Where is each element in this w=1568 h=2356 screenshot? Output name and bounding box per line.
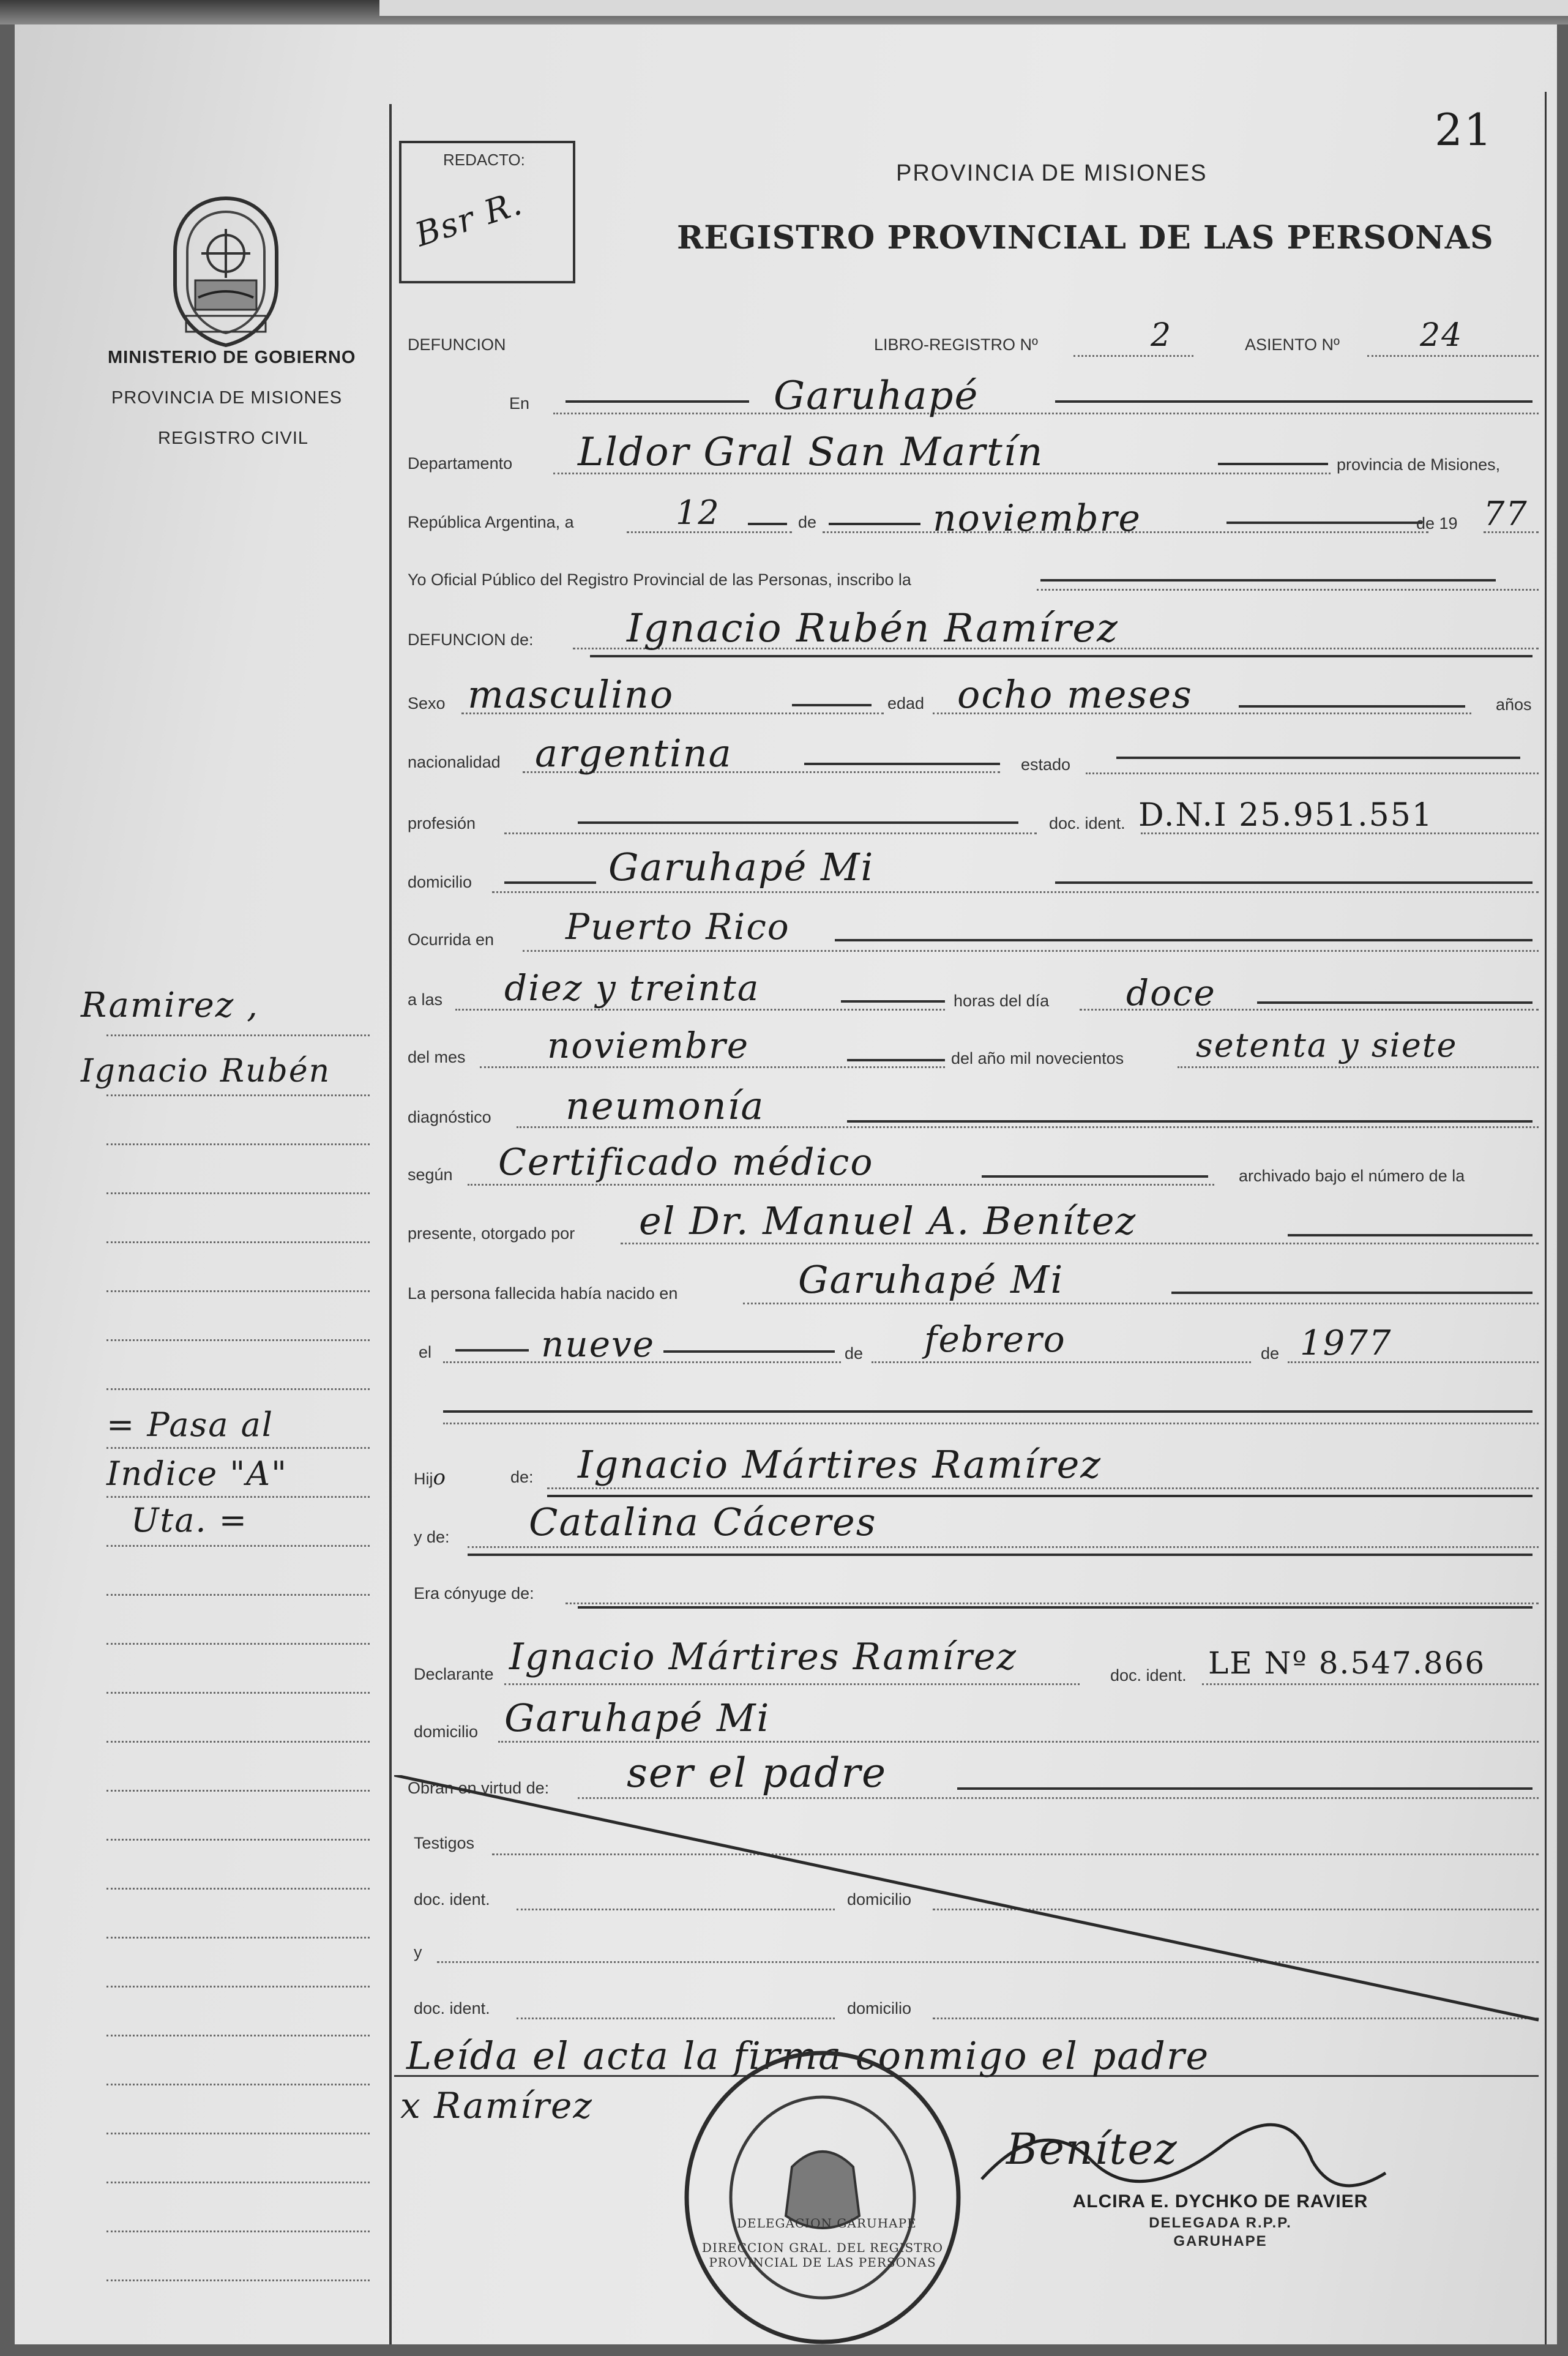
republica-label: República Argentina, a — [408, 513, 574, 531]
mes-fill-line — [1226, 522, 1422, 524]
a-las-value: diez y treinta — [504, 967, 760, 1009]
page-number: 21 — [1435, 104, 1493, 155]
dia-value: 12 — [676, 493, 720, 532]
province-seal — [168, 193, 284, 349]
diagnostico-value: neumonía — [566, 1083, 765, 1128]
witness-cancel-line — [394, 1775, 1545, 2032]
margin-line — [106, 1094, 370, 1096]
hijo-prefix: Hij — [414, 1470, 433, 1488]
domicilio4-label: domicilio — [847, 1999, 912, 2018]
edad-value: ocho meses — [957, 672, 1193, 717]
segun-line — [468, 1184, 1214, 1186]
official-stamp-name: ALCIRA E. DYCHKO DE RAVIER — [1072, 2191, 1368, 2212]
margin-line — [106, 2279, 370, 2281]
provincia-label: provincia de Misiones, — [1337, 455, 1501, 474]
madre-line — [468, 1546, 1539, 1548]
margin-line — [106, 1290, 370, 1292]
oficial-statement: Yo Oficial Público del Registro Provincial de las Personas, inscribo la — [408, 570, 911, 589]
declarante-line — [504, 1683, 1080, 1685]
testigos-label: Testigos — [414, 1834, 475, 1852]
segun-label: según — [408, 1165, 453, 1184]
defuncion-heading: DEFUNCION — [408, 335, 506, 354]
estado-label: estado — [1021, 755, 1071, 774]
nac-anio-value: 1977 — [1300, 1323, 1392, 1363]
conyuge-line — [566, 1602, 1539, 1604]
horas-label: horas del día — [954, 992, 1050, 1010]
margin-line — [106, 1496, 370, 1498]
margin-line — [106, 1594, 370, 1596]
y-label: y — [414, 1943, 422, 1961]
margin-line — [106, 1839, 370, 1841]
coat-of-arms-icon — [168, 193, 284, 349]
nacido-fill-line — [1171, 1292, 1533, 1294]
official-signature: Benítez — [1006, 2124, 1178, 2174]
nac-mes-line — [872, 1361, 1251, 1363]
anio-mil-label: del año mil novecientos — [951, 1049, 1124, 1068]
domicilio-label: domicilio — [408, 873, 472, 891]
doc3-label: doc. ident. — [414, 1890, 490, 1909]
ministry-province: PROVINCIA DE MISIONES — [111, 388, 343, 408]
departamento-fill-line — [1218, 463, 1328, 465]
profesion-fill-line — [578, 821, 1018, 824]
nac-mes-value: febrero — [924, 1318, 1066, 1360]
asiento-line — [1367, 355, 1539, 357]
asiento-label: ASIENTO Nº — [1245, 335, 1340, 354]
mes-fill-line — [829, 523, 920, 525]
domicilio2-value: Garuhapé Mi — [504, 1696, 771, 1740]
ocurrida-line — [523, 950, 1539, 952]
segun-value: Certificado médico — [498, 1141, 874, 1184]
declarante-label: Declarante — [414, 1665, 494, 1683]
margin-line — [106, 1888, 370, 1890]
en-fill-line — [566, 400, 749, 403]
nacionalidad-label: nacionalidad — [408, 753, 501, 771]
padre-line — [547, 1487, 1539, 1489]
departamento-value: Lldor Gral San Martín — [578, 430, 1044, 475]
diagnostico-fill-line — [847, 1120, 1533, 1123]
defuncion-de-value: Ignacio Rubén Ramírez — [627, 606, 1119, 651]
ocurrida-fill-line — [835, 939, 1533, 941]
obran-value: ser el padre — [627, 1749, 887, 1797]
margin-line — [106, 2231, 370, 2232]
domicilio3-label: domicilio — [847, 1890, 912, 1909]
profesion-line — [504, 832, 1037, 834]
a-las-label: a las — [408, 990, 443, 1009]
sexo-fill-line — [792, 704, 872, 706]
ocurrida-label: Ocurrida en — [408, 930, 495, 949]
libro-value: 2 — [1151, 317, 1173, 354]
official-stamp-role: DELEGADA R.P.P. — [1149, 2215, 1292, 2231]
del-mes-label: del mes — [408, 1048, 466, 1066]
margin-line — [106, 1692, 370, 1694]
margin-line — [106, 1388, 370, 1390]
doc2-line — [1202, 1683, 1539, 1685]
a-las-line — [455, 1009, 945, 1011]
ocurrida-value: Puerto Rico — [566, 906, 790, 948]
domicilio-fill-line — [504, 881, 596, 884]
profesion-label: profesión — [408, 814, 476, 832]
margin-line — [106, 1339, 370, 1341]
defuncion-de-label: DEFUNCION de: — [408, 630, 534, 649]
horas-fill-line — [1257, 1001, 1533, 1004]
oficial-line — [1037, 589, 1539, 591]
scan-top-paper — [379, 0, 1568, 16]
hijo-suffix: o — [433, 1465, 447, 1490]
nac-dia-fill-line — [455, 1349, 529, 1352]
en-line — [553, 413, 1539, 414]
doc-ident-label: doc. ident. — [1049, 814, 1126, 832]
nac-dia-fill-line — [663, 1350, 835, 1353]
dia-fill-line — [748, 523, 787, 525]
blank-fill-line — [443, 1410, 1533, 1413]
doc2-value: LE Nº 8.547.866 — [1208, 1645, 1486, 1681]
margin-line — [106, 1034, 370, 1036]
madre-fill-line — [468, 1554, 1533, 1556]
margin-line — [106, 2182, 370, 2183]
margin-annotation-2: Indice "A" — [106, 1454, 288, 1493]
departamento-label: Departamento — [408, 454, 513, 473]
redacto-label: REDACTO: — [443, 151, 525, 169]
conyuge-fill-line — [578, 1606, 1533, 1609]
libro-label: LIBRO-REGISTRO Nº — [874, 335, 1038, 354]
margin-annotation-3: Uta. = — [131, 1501, 248, 1539]
padre-value: Ignacio Mártires Ramírez — [578, 1442, 1102, 1487]
presente-value: el Dr. Manuel A. Benítez — [639, 1199, 1137, 1243]
en-fill-line — [1055, 400, 1533, 403]
defuncion-de-fill-line — [590, 655, 1533, 657]
domicilio2-line — [498, 1741, 1539, 1743]
margin-line — [106, 1643, 370, 1645]
nacido-line — [743, 1303, 1539, 1304]
province-header: PROVINCIA DE MISIONES — [896, 160, 1208, 186]
ministry-registry: REGISTRO CIVIL — [158, 428, 309, 448]
presente-label: presente, otorgado por — [408, 1224, 575, 1243]
nacionalidad-fill-line — [804, 763, 1000, 765]
mes-value: noviembre — [933, 497, 1141, 540]
official-stamp-place: GARUHAPE — [1173, 2233, 1267, 2249]
blank-line — [443, 1423, 1539, 1424]
padre-fill-line — [547, 1495, 1533, 1497]
hijo-label — [414, 1465, 447, 1490]
closing-text: Leída el acta la firma conmigo el padre — [406, 2033, 1210, 2078]
margin-line — [106, 1986, 370, 1988]
margin-line — [106, 1937, 370, 1939]
registry-stamp-icon — [676, 2044, 969, 2350]
margin-annotation-1: = Pasa al — [106, 1405, 274, 1444]
anos-label: años — [1496, 695, 1532, 714]
doc4-label: doc. ident. — [414, 1999, 490, 2018]
anio-mil-value: setenta y siete — [1196, 1026, 1458, 1064]
nacido-label: La persona fallecida había nacido en — [408, 1284, 678, 1303]
anio-value: 77 — [1484, 495, 1528, 533]
madre-value: Catalina Cáceres — [529, 1500, 877, 1544]
registry-stamp-text: DIRECCION GRAL. DEL REGISTRO PROVINCIAL DE LAS PERSONAS — [701, 2240, 944, 2270]
del-mes-value: noviembre — [547, 1025, 750, 1066]
margin-line — [106, 2035, 370, 2036]
official-stamp — [1049, 2191, 1392, 2250]
domicilio-fill-line — [1055, 881, 1533, 884]
segun-fill-line — [982, 1175, 1208, 1178]
en-value: Garuhapé — [774, 373, 979, 419]
anio-mil-line — [1178, 1066, 1539, 1068]
el-label: el — [419, 1343, 432, 1361]
declarante-value: Ignacio Mártires Ramírez — [509, 1636, 1017, 1678]
margin-line — [106, 1192, 370, 1194]
de3-label: de — [1261, 1344, 1280, 1363]
nacionalidad-value: argentina — [535, 731, 733, 776]
margin-line — [106, 1143, 370, 1145]
del-mes-line — [480, 1066, 945, 1068]
de-19-label: de 19 — [1416, 514, 1458, 533]
estado-line — [1086, 772, 1539, 774]
libro-line — [1073, 355, 1193, 357]
hijo-de-label: de: — [510, 1468, 534, 1486]
sexo-label: Sexo — [408, 694, 446, 712]
domicilio-line — [492, 891, 1539, 893]
domicilio2-label: domicilio — [414, 1722, 479, 1741]
en-label: En — [509, 394, 530, 413]
nac-dia-value: nueve — [541, 1323, 655, 1365]
sexo-value: masculino — [468, 672, 674, 717]
right-margin-rule — [1545, 92, 1547, 2344]
margin-given-name: Ignacio Rubén — [81, 1053, 331, 1090]
margin-line — [106, 1447, 370, 1449]
doc2-label: doc. ident. — [1110, 1666, 1187, 1685]
nacido-value: Garuhapé Mi — [798, 1257, 1064, 1302]
margin-line — [106, 1790, 370, 1792]
presente-fill-line — [1288, 1234, 1533, 1236]
document-page — [15, 24, 1557, 2344]
registry-header: REGISTRO PROVINCIAL DE LAS PERSONAS — [677, 219, 1494, 256]
asiento-value: 24 — [1420, 317, 1463, 354]
de-label: de — [798, 513, 817, 531]
ministry-title: MINISTERIO DE GOBIERNO — [108, 348, 356, 367]
redacto-box — [399, 141, 575, 283]
estado-fill-line — [1116, 757, 1520, 759]
del-mes-fill-line — [847, 1059, 945, 1061]
yde-label: y de: — [414, 1528, 450, 1546]
registry-stamp-inner: DELEGACION GARUHAPE — [737, 2216, 917, 2231]
dia-text-value: doce — [1126, 972, 1216, 1014]
conyuge-label: Era cónyuge de: — [414, 1584, 534, 1602]
archivado-label: archivado bajo el número de la — [1239, 1167, 1465, 1185]
de2-label: de — [845, 1344, 864, 1363]
doc-ident-value: D.N.I 25.951.551 — [1138, 797, 1433, 834]
domicilio-value: Garuhapé Mi — [608, 845, 875, 889]
declarant-signature: x Ramírez — [400, 2085, 593, 2126]
oficial-fill-line — [1040, 579, 1496, 582]
margin-surname: Ramirez , — [81, 985, 259, 1025]
edad-fill-line — [1239, 705, 1465, 708]
diagnostico-label: diagnóstico — [408, 1108, 491, 1126]
a-las-fill-line — [841, 1000, 945, 1003]
margin-line — [106, 1741, 370, 1743]
edad-label: edad — [887, 694, 925, 712]
left-margin-rule — [389, 104, 392, 2344]
margin-line — [106, 2084, 370, 2085]
margin-line — [106, 2133, 370, 2134]
obran-label: Obran en virtud de: — [408, 1779, 550, 1797]
redacto-initials: Bsr R. — [410, 183, 528, 255]
margin-line — [106, 1241, 370, 1243]
margin-line — [106, 1545, 370, 1547]
